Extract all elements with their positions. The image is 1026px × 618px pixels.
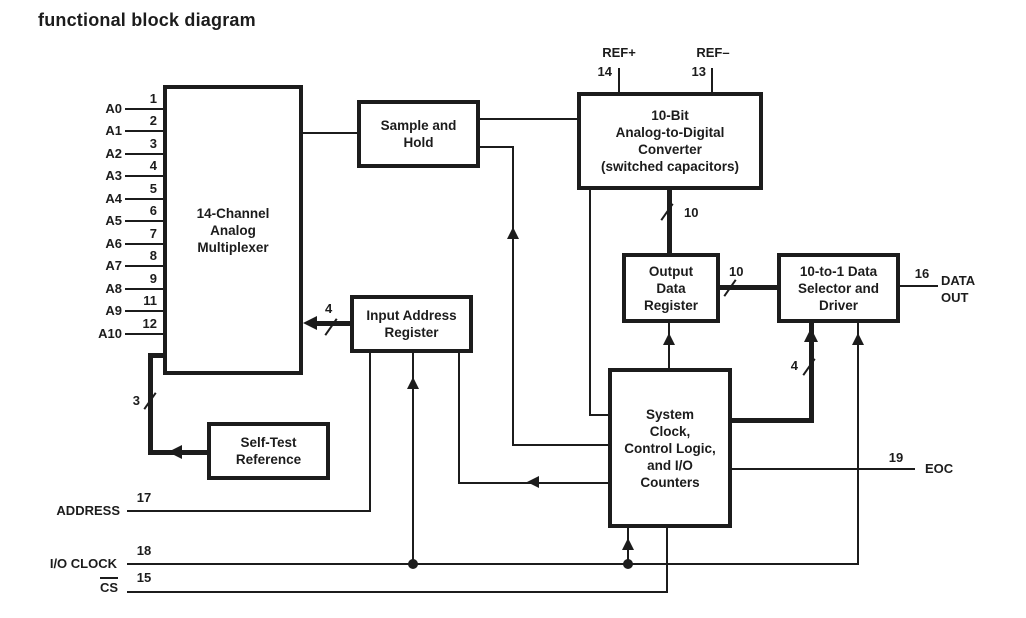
wire-a1 xyxy=(125,130,163,132)
bus-clock-to-selector-h xyxy=(732,418,814,423)
bus-width-label: 3 xyxy=(132,393,140,408)
block-text: Output xyxy=(648,263,694,279)
wire-a9 xyxy=(125,310,163,312)
wire-ref-plus xyxy=(618,68,620,92)
wire-io-clock-h xyxy=(127,563,859,565)
wire-a7 xyxy=(125,265,163,267)
wire-mux-to-sample-hold xyxy=(303,132,357,134)
wire-sample-hold-control-h xyxy=(480,146,514,148)
wire-eoc xyxy=(732,468,915,470)
pin-label: A6 xyxy=(105,236,122,251)
block-text: 14-Channel xyxy=(196,205,270,221)
address-label: ADDRESS xyxy=(56,503,120,518)
pin-number: 11 xyxy=(143,293,157,308)
wire-cs-v xyxy=(666,528,668,593)
pin-number: 3 xyxy=(149,136,157,151)
bus-width-label: 4 xyxy=(325,301,333,316)
pin-number: 12 xyxy=(142,316,157,331)
pin-label: A8 xyxy=(105,281,122,296)
pin-label: A10 xyxy=(98,326,122,341)
pin-label: A0 xyxy=(105,101,122,116)
block-text: Data xyxy=(656,280,686,296)
block-self-test-reference xyxy=(207,422,330,480)
block-output-data-register xyxy=(622,253,720,323)
block-analog-multiplexer xyxy=(163,85,303,375)
arrowhead-into-mux xyxy=(303,316,317,330)
wire-a5 xyxy=(125,220,163,222)
chip-select-pin-number: 15 xyxy=(136,570,152,585)
block-text: 10-Bit xyxy=(651,108,689,123)
arrowhead-ioclock-to-selector xyxy=(852,333,864,345)
wire-data-out xyxy=(900,285,938,287)
block-text: Clock, xyxy=(649,423,691,439)
pin-number: 8 xyxy=(149,248,157,263)
ref-plus-pin-number: 14 xyxy=(597,64,612,79)
data-out-label xyxy=(941,272,975,306)
block-sample-and-hold xyxy=(357,100,480,168)
block-text: Sample and xyxy=(380,118,457,133)
block-text: Analog-to-Digital xyxy=(615,125,725,140)
ref-minus-pin-number: 13 xyxy=(691,64,706,79)
arrowhead-clock-to-selector xyxy=(804,328,818,342)
bus-adc-to-output-register xyxy=(667,190,672,253)
block-text: System xyxy=(645,406,695,422)
block-text: (switched capacitors) xyxy=(600,159,740,174)
block-text: Counters xyxy=(640,474,700,490)
arrowhead-to-output-register xyxy=(663,333,675,345)
wire-sample-hold-to-adc xyxy=(480,118,577,120)
block-data-selector-driver xyxy=(777,253,900,323)
wire-adc-to-system-clock-v xyxy=(589,190,591,416)
data-out-pin-number: 16 xyxy=(914,266,930,281)
pin-number: 2 xyxy=(149,113,157,128)
wire-sample-hold-control-v xyxy=(512,146,514,446)
arrowhead-to-address-register xyxy=(407,377,419,389)
block-text: Register xyxy=(643,297,699,313)
wire-a3 xyxy=(125,175,163,177)
arrowhead-to-sample-hold xyxy=(507,227,519,239)
pin-number: 7 xyxy=(149,226,157,241)
block-text: Control Logic, xyxy=(624,440,716,456)
eoc-pin-number: 19 xyxy=(888,450,904,465)
block-adc xyxy=(577,92,763,190)
io-clock-label: I/O CLOCK xyxy=(49,556,117,571)
block-text: Selector and xyxy=(797,280,880,296)
block-system-clock-control-logic xyxy=(608,368,732,528)
wire-a10 xyxy=(125,333,163,335)
wire-a0 xyxy=(125,108,163,110)
pin-label: A5 xyxy=(105,213,122,228)
block-text: Register xyxy=(384,325,439,340)
wire-adc-to-system-clock-h xyxy=(589,414,608,416)
pin-label: A2 xyxy=(105,146,122,161)
wire-ref-minus xyxy=(711,68,713,92)
io-clock-pin-number: 18 xyxy=(136,543,152,558)
block-text: Driver xyxy=(818,297,859,313)
pin-label: A7 xyxy=(105,258,122,273)
arrowhead-to-address-register-bottom xyxy=(527,476,539,488)
data-out-line2: OUT xyxy=(941,290,969,305)
pin-label: A3 xyxy=(105,168,122,183)
pin-label: A4 xyxy=(105,191,122,206)
block-text: Input Address xyxy=(366,308,457,323)
wire-a6 xyxy=(125,243,163,245)
arrowhead-self-test xyxy=(168,445,182,459)
pin-number: 1 xyxy=(149,91,157,106)
junction-dot-io-clock-1 xyxy=(408,559,418,569)
pin-number: 9 xyxy=(149,271,157,286)
wire-address-v xyxy=(369,353,371,512)
wire-a8 xyxy=(125,288,163,290)
block-text: Analog xyxy=(210,222,256,238)
pin-label: A1 xyxy=(105,123,122,138)
chip-select-overline-text: CS xyxy=(100,577,118,595)
wire-cs-h xyxy=(127,591,668,593)
block-text: Reference xyxy=(235,452,302,467)
block-text: Self-Test xyxy=(240,435,297,450)
pin-number: 4 xyxy=(149,158,157,173)
pin-label: A9 xyxy=(105,303,122,318)
bus-width-label: 10 xyxy=(729,264,744,279)
wire-a4 xyxy=(125,198,163,200)
ref-minus-label: REF– xyxy=(696,45,730,60)
arrowhead-ioclock-to-system-clock xyxy=(622,538,634,550)
address-pin-number: 17 xyxy=(136,490,152,505)
block-text: and I/O xyxy=(647,457,693,473)
bus-width-label: 4 xyxy=(790,358,798,373)
wire-io-clock-to-selector xyxy=(857,323,859,565)
block-input-address-register xyxy=(350,295,473,353)
wire-address-h xyxy=(127,510,371,512)
bus-width-label: 10 xyxy=(684,205,699,220)
ref-plus-label: REF+ xyxy=(602,45,636,60)
wire-system-clock-to-address-register-v xyxy=(458,353,460,484)
block-text: Multiplexer xyxy=(197,239,269,255)
pin-number: 5 xyxy=(149,181,157,196)
block-text: Converter xyxy=(638,142,702,157)
wire-system-clock-to-output-register xyxy=(668,323,670,368)
pin-number: 6 xyxy=(149,203,157,218)
diagram-title: functional block diagram xyxy=(38,10,256,30)
chip-select-label xyxy=(22,581,118,595)
wire-a2 xyxy=(125,153,163,155)
junction-dot-io-clock-2 xyxy=(623,559,633,569)
block-text: 10-to-1 Data xyxy=(799,263,878,279)
eoc-label: EOC xyxy=(925,461,954,476)
wire-control-to-system-clock xyxy=(512,444,608,446)
block-text: Hold xyxy=(403,135,434,150)
data-out-line1: DATA xyxy=(941,273,976,288)
